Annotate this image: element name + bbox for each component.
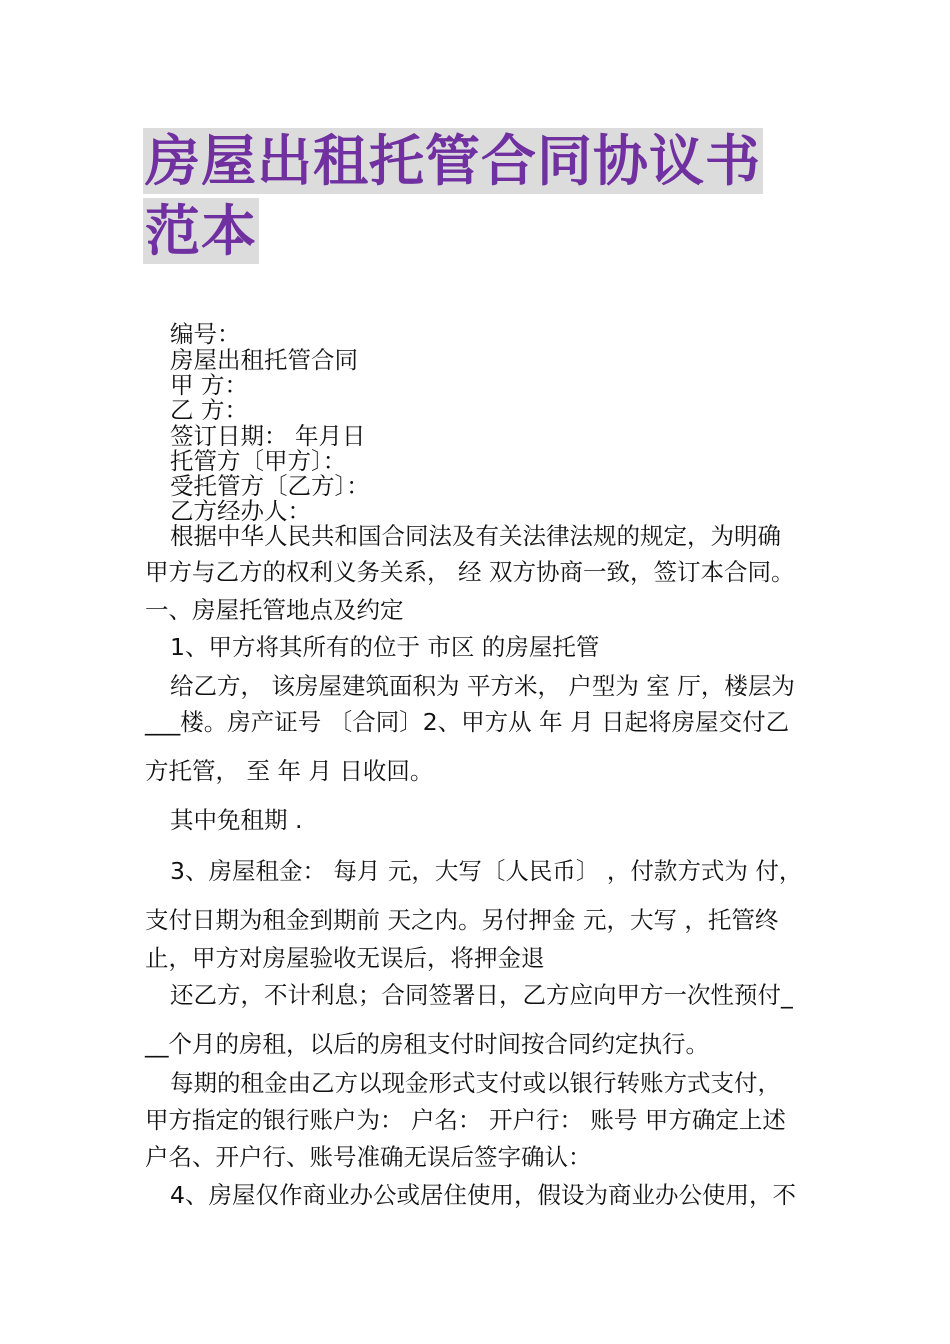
- body-line: 方托管， 至 年 月 日收回。: [145, 757, 434, 785]
- body-line: 止，甲方对房屋验收无误后，将押金退: [145, 944, 545, 972]
- body-line: 其中免租期 .: [170, 806, 303, 834]
- body-line: 乙 方：: [170, 396, 248, 424]
- body-line: 甲方指定的银行账户为： 户名： 开户行： 账号 甲方确定上述: [145, 1106, 786, 1134]
- body-line: 编号：: [170, 320, 241, 348]
- body-line: 4、房屋仅作商业办公或居住使用，假设为商业办公使用，不: [170, 1181, 796, 1209]
- body-line: 1、甲方将其所有的位于 市区 的房屋托管: [170, 633, 600, 661]
- body-line: 甲 方：: [170, 371, 248, 399]
- body-line: 甲方与乙方的权利义务关系， 经 双方协商一致，签订本合同。: [145, 558, 795, 586]
- section-heading: 一、房屋托管地点及约定: [145, 596, 404, 624]
- body-line: 户名、开户行、账号准确无误后签字确认：: [145, 1143, 592, 1171]
- title-line-1: 房屋出租托管合同协议书: [145, 129, 762, 193]
- body-line: 房屋出租托管合同: [170, 346, 358, 374]
- body-line: 乙方经办人：: [170, 497, 311, 525]
- document-title: [143, 128, 813, 268]
- body-line: ___楼。房产证号 〔合同〕2、甲方从 年 月 日起将房屋交付乙: [145, 708, 790, 736]
- body-line: __个月的房租，以后的房租支付时间按合同约定执行。: [145, 1030, 709, 1058]
- body-line: 3、房屋租金： 每月 元，大写〔人民币〕 ，付款方式为 付，: [170, 857, 803, 885]
- body-line: 根据中华人民共和国合同法及有关法律法规的规定，为明确: [170, 522, 781, 550]
- body-line: 支付日期为租金到期前 天之内。另付押金 元，大写 ，托管终: [145, 906, 779, 934]
- body-line: 受托管方〔乙方〕：: [170, 472, 370, 500]
- body-line: 每期的租金由乙方以现金形式支付或以银行转账方式支付，: [170, 1069, 781, 1097]
- body-line: 给乙方， 该房屋建筑面积为 平方米， 户型为 室 厅，楼层为: [170, 672, 795, 700]
- body-line: 托管方〔甲方〕：: [170, 447, 347, 475]
- title-line-2: 范本: [145, 199, 258, 263]
- body-line: 签订日期： 年月日: [170, 422, 366, 450]
- body-line: 还乙方，不计利息；合同签署日，乙方应向甲方一次性预付_: [170, 981, 793, 1009]
